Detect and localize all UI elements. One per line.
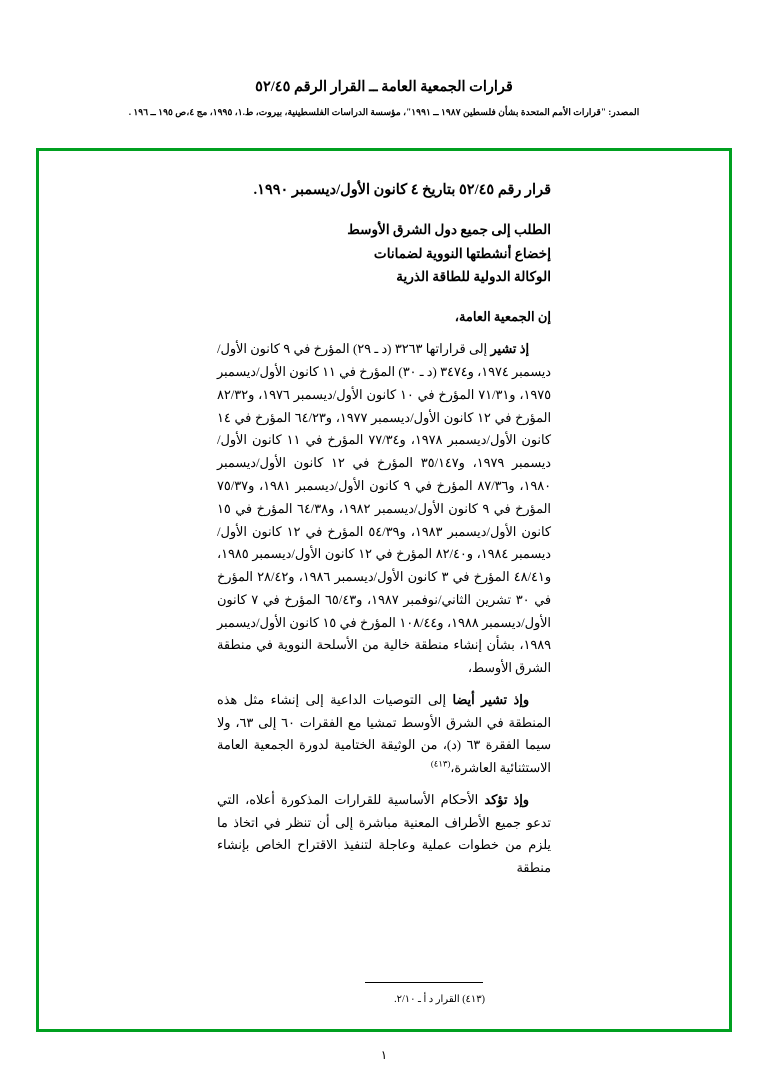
paragraph-1-lead: إذ تشير (490, 342, 530, 357)
text-column (217, 179, 551, 880)
subject-line-1: الطلب إلى جميع دول الشرق الأوسط (347, 222, 551, 238)
subject-block (217, 218, 551, 288)
footnote-marker: (٤١٣) (430, 758, 451, 769)
document-header (0, 78, 768, 118)
paragraph-3 (217, 789, 551, 880)
paragraph-1-text: إلى قراراتها ٣٢٦٣ (د ـ ٢٩) المؤرخ في ٩ كانون الأول/ديسمبر ١٩٧٤، و٣٤٧٤ (د ـ ٣٠) المؤرخ في ١١ كانون الأول/ديسمبر ١٩٧٥، و٧١/٣١ المؤرخ في ١٠ كانون الأول/ديسمبر ١٩٧٦، و٨٢/٣٢ المؤرخ في ١٢ كانون الأول/ديسمبر ١٩٧٧، و٦٤/٢٣ المؤرخ في ١٤ كانون الأول/ديسمبر ١٩٧٨، و٧٧/٣٤ المؤرخ في ١١ كانون الأول/ديسمبر ١٩٧٩، و٣٥/١٤٧ المؤرخ في ١٢ كانون الأول/ديسمبر ١٩٨٠، و٨٧/٣٦ المؤرخ في ٩ كانون الأول/ديسمبر ١٩٨١، و٧٥/٣٧ المؤرخ في ٩ كانون الأول/ديسمبر ١٩٨٢، و٦٤/٣٨ المؤرخ في ١٥ كانون الأول/ديسمبر ١٩٨٣، و٥٤/٣٩ المؤرخ في ١٢ كانون الأول/ديسمبر ١٩٨٤، و٨٢/٤٠ المؤرخ في ١٢ كانون الأول/ديسمبر ١٩٨٥، و٤٨/٤١ المؤرخ في ٣ كانون الأول/ديسمبر ١٩٨٦، و٢٨/٤٢ المؤرخ في ٣٠ تشرين الثاني/نوفمبر ١٩٨٧، و٦٥/٤٣ المؤرخ في ٧ كانون الأول/ديسمبر ١٩٨٨، و١٠٨/٤٤ المؤرخ في ١٥ كانون الأول/ديسمبر ١٩٨٩، بشأن إنشاء منطقة خالية من الأسلحة النووية في منطقة الشرق الأوسط، (217, 342, 552, 676)
subject-line-2: إخضاع أنشطتها النووية لضمانات (373, 245, 551, 261)
paragraph-3-text: الأحكام الأساسية للقرارات المذكورة أعلاه، التي تدعو جميع الأطراف المعنية مباشرة إلى أن تنظر في اتخاذ ما يلزم من خطوات عملية وعاجلة لتنفيذ الاقتراح الخاص بإنشاء منطقة (217, 792, 551, 876)
footnote-text: (٤١٣) القرار د أ ـ ٢/١٠. (394, 994, 485, 1005)
green-border-frame (36, 148, 732, 1032)
paragraph-2-lead: وإذ تشير أيضا (452, 692, 529, 707)
assembly-line: إن الجمعية العامة، (454, 309, 551, 325)
paragraph-2-text: إلى التوصيات الداعية إلى إنشاء مثل هذه المنطقة في الشرق الأوسط تمشيا مع الفقرات ٦٠ إلى ٦٣، ولا سيما الفقرة ٦٣ (د)، من الوثيقة الختامية لدورة الجمعية العامة الاستثنائية العاشرة، (217, 692, 552, 776)
paragraph-3-lead: وإذ تؤكد (484, 792, 529, 807)
paragraph-1 (217, 338, 551, 679)
paragraph-2 (217, 689, 551, 780)
header-source: المصدر: "قرارات الأمم المتحدة بشأن فلسطين ١٩٨٧ ــ ١٩٩١"، مؤسسة الدراسات الفلسطينية، بيروت، ط.١، ١٩٩٥، مج ٤،ص ١٩٥ ــ ١٩٦ . (128, 106, 640, 117)
document-content (39, 151, 729, 1029)
footnote-divider (365, 982, 483, 983)
header-title: قرارات الجمعية العامة ــ القرار الرقم ٥٢/٤٥ (255, 79, 513, 95)
page-number: ١ (380, 1048, 388, 1062)
footnote-area (83, 982, 685, 1007)
resolution-line: قرار رقم ٥٢/٤٥ بتاريخ ٤ كانون الأول/ديسمبر ١٩٩٠. (253, 182, 551, 198)
subject-line-3: الوكالة الدولية للطاقة الذرية (396, 268, 551, 284)
